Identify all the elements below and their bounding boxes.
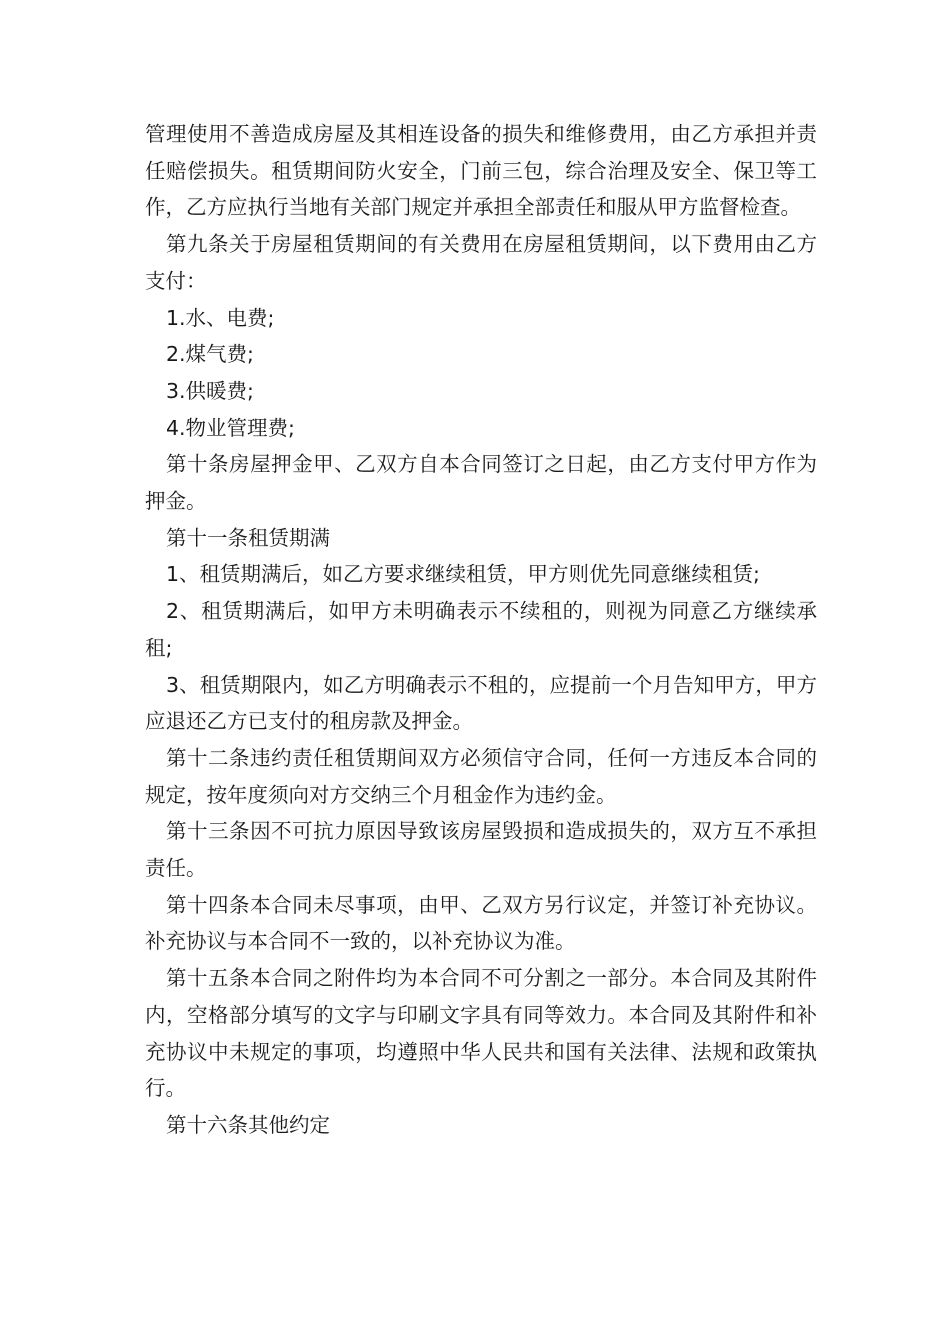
list-item-property-fee: 4.物业管理费; — [166, 415, 295, 440]
paragraph-article-10: 第十条房屋押金甲、乙双方自本合同签订之日起，由乙方支付甲方作为押金。 — [145, 452, 817, 514]
list-item-utilities: 1.水、电费; — [166, 305, 275, 330]
paragraph-article-13: 第十三条因不可抗力原因导致该房屋毁损和造成损失的，双方互不承担责任。 — [145, 819, 817, 881]
paragraph-article-14: 第十四条本合同未尽事项，由甲、乙双方另行议定，并签订补充协议。补充协议与本合同不一致的，以补充协议为准。 — [145, 892, 817, 954]
heading-article-16: 第十六条其他约定 — [166, 1112, 330, 1137]
paragraph-article-9: 第九条关于房屋租赁期间的有关费用在房屋租赁期间，以下费用由乙方支付： — [145, 232, 817, 293]
heading-article-11: 第十一条租赁期满 — [166, 525, 330, 550]
paragraph-article-15: 第十五条本合同之附件均为本合同不可分割之一部分。本合同及其附件内，空格部分填写的文字与印刷文字具有同等效力。本合同及其附件和补充协议中未规定的事项，均遵照中华人民共和国有关法律、法规和政策执行。 — [145, 966, 817, 1101]
paragraph-article-12: 第十二条违约责任租赁期间双方必须信守合同，任何一方违反本合同的规定，按年度须向对方交纳三个月租金作为违约金。 — [145, 745, 817, 807]
list-item-renewal-3: 3、租赁期限内，如乙方明确表示不租的，应提前一个月告知甲方，甲方应退还乙方已支付的租房款及押金。 — [145, 672, 817, 734]
list-item-renewal-1: 1、租赁期满后，如乙方要求继续租赁，甲方则优先同意继续租赁; — [166, 562, 760, 587]
list-item-renewal-2: 2、租赁期满后，如甲方未明确表示不续租的，则视为同意乙方继续承租; — [145, 599, 817, 660]
list-item-gas: 2.煤气费; — [166, 342, 254, 367]
document-body — [145, 116, 817, 1144]
paragraph-continuation: 管理使用不善造成房屋及其相连设备的损失和维修费用，由乙方承担并责任赔偿损失。租赁期间防火安全，门前三包，综合治理及安全、保卫等工作，乙方应执行当地有关部门规定并承担全部责任和服从甲方监督检查。 — [145, 122, 817, 220]
list-item-heating: 3.供暖费; — [166, 378, 254, 403]
